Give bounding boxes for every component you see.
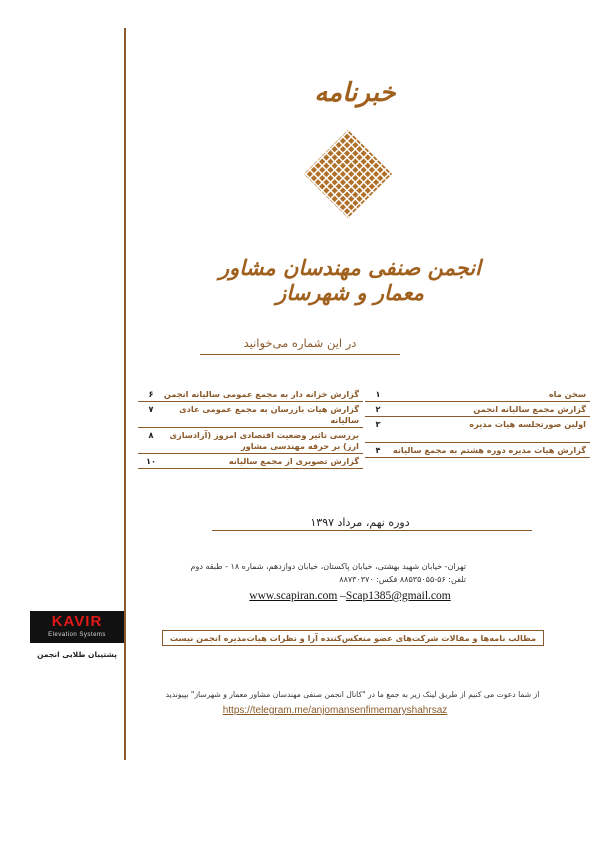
toc-item-title: گزارش خزانه دار به مجمع عمومی سالیانه انجمن xyxy=(163,389,359,399)
contents-heading-underline xyxy=(200,354,400,355)
phone-fax-text: تلفن: ۵۶-۸۸۵۳۵۰۵۵ فکس: ۸۸۷۳۰۳۷۰ xyxy=(339,575,466,584)
toc-item-title: سخن ماه xyxy=(548,389,586,399)
toc-item-page: ۶ xyxy=(148,389,154,399)
vertical-divider-line xyxy=(124,28,126,760)
contact-block xyxy=(190,560,466,586)
organization-name: انجمن صنفی مهندسان مشاور معمار و شهرساز xyxy=(219,255,481,305)
toc-item[interactable] xyxy=(138,428,363,454)
lattice-diamond-emblem-icon xyxy=(302,128,394,220)
email-link[interactable]: Scap1385@gmail.com xyxy=(345,590,451,602)
edition-date: دوره نهم، مرداد ۱۳۹۷ xyxy=(310,516,410,529)
toc-item-page: ۱ xyxy=(375,389,381,399)
toc-right-column xyxy=(365,387,590,458)
toc-item-page: ۱۰ xyxy=(146,456,156,466)
website-link[interactable]: www.scapiran.com xyxy=(249,590,338,602)
toc-item[interactable] xyxy=(138,402,363,428)
disclaimer-notice: مطالب نامه‌ها و مقالات شرکت‌های عضو منعکس‌کننده آرا و نظرات هیات‌مدیره انجمن نیست xyxy=(162,630,544,646)
toc-item[interactable] xyxy=(138,454,363,469)
telegram-link[interactable]: https://telegram.me/anjomansenfimemaryshahrsaz xyxy=(222,705,448,716)
toc-item[interactable] xyxy=(365,402,590,417)
contents-heading: در این شماره می‌خوانید xyxy=(243,336,357,350)
toc-item-page: ۷ xyxy=(148,404,154,414)
toc-item-title: گزارش هیات مدیره دوره هشتم به مجمع سالیانه xyxy=(392,445,586,455)
toc-item-page: ۴ xyxy=(375,445,381,455)
edition-underline xyxy=(212,530,532,531)
masthead-title: خبرنامه xyxy=(314,78,396,108)
toc-item[interactable] xyxy=(138,387,363,402)
toc-item[interactable] xyxy=(365,417,590,443)
toc-item-title: اولین صورتجلسه هیات مدیره xyxy=(469,419,586,429)
toc-item-title: گزارش مجمع سالیانه انجمن xyxy=(473,404,586,414)
toc-item-page: ۳ xyxy=(375,419,381,429)
toc-item-title: گزارش تصویری از مجمع سالیانه xyxy=(228,456,359,466)
contact-separator: – xyxy=(337,590,346,602)
toc-item[interactable] xyxy=(365,443,590,458)
toc-item-title: بررسی تاثیر وضعیت اقتصادی امروز (آزادسازی ارز) بر حرفه مهندسی مشاور xyxy=(169,430,359,451)
toc-item[interactable] xyxy=(365,387,590,402)
toc-item-title: گزارش هیات بازرسان به مجمع عمومی عادی سالیانه xyxy=(179,404,359,425)
toc-left-column xyxy=(138,387,363,469)
sponsor-brand: KAVIR xyxy=(51,613,103,630)
toc-item-page: ۸ xyxy=(148,430,154,440)
toc-item-page: ۲ xyxy=(375,404,381,414)
sponsor-tagline: Elevation Systems xyxy=(48,632,106,638)
channel-invite-text: از شما دعوت می کنیم از طریق لینک زیر به جمع ما در "کانال انجمن صنفی مهندسان مشاور معمار و شهرساز" بپیوندید xyxy=(165,690,540,699)
web-contact xyxy=(230,590,470,602)
sponsor-label: پشتیبان طلایی انجمن xyxy=(37,650,117,659)
sponsor-logo[interactable] xyxy=(30,611,124,643)
address-text: تهران- خیابان شهید بهشتی، خیابان پاکستان، خیابان دوازدهم، شماره ۱۸ - طبقه دوم xyxy=(190,562,466,571)
